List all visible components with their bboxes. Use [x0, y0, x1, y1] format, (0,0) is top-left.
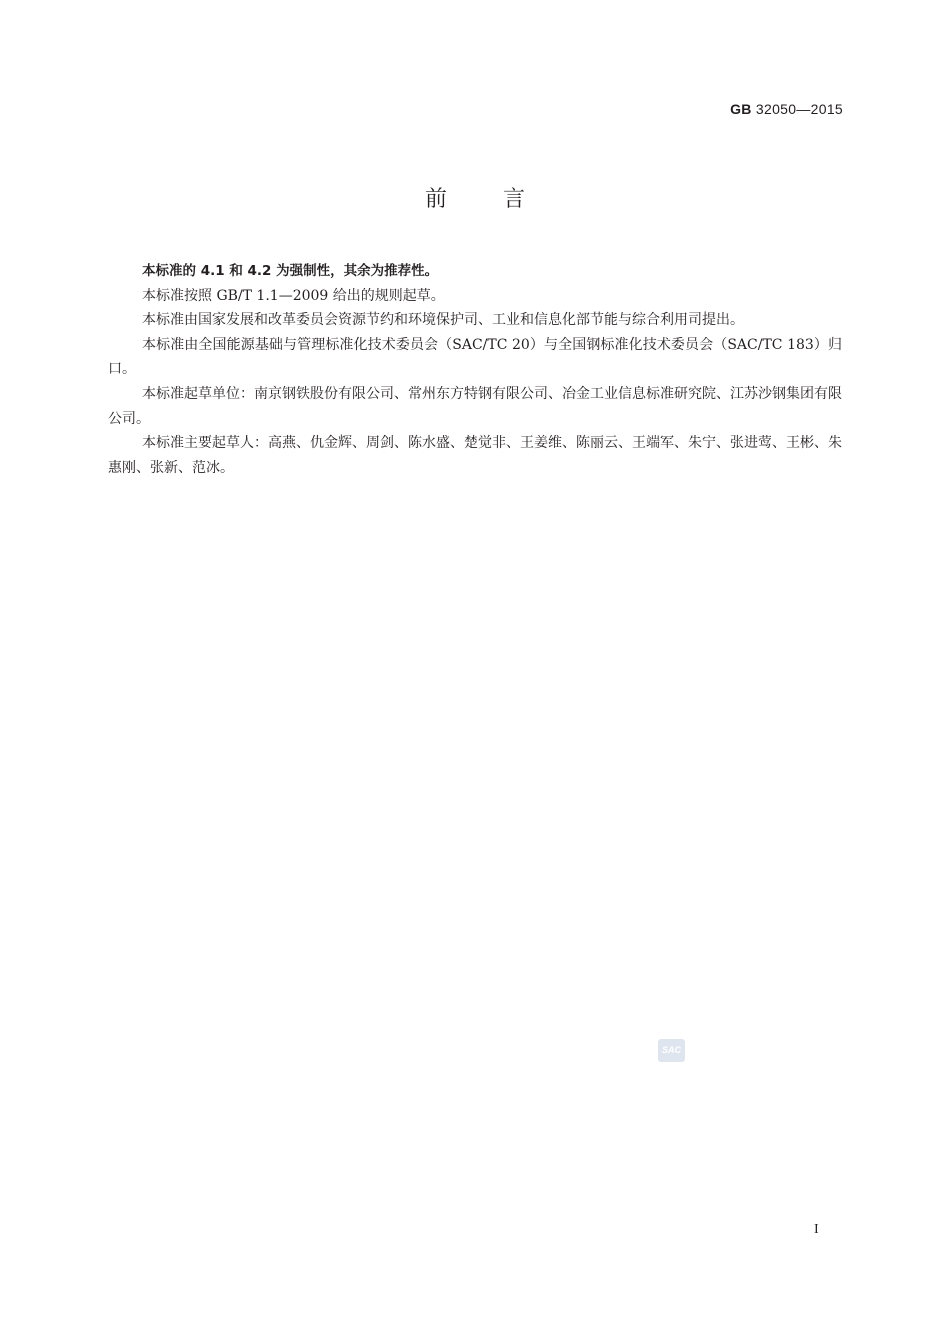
standard-code [730, 101, 843, 117]
foreword-paragraph-drafting-rules: 本标准按照 GB/T 1.1—2009 给出的规则起草。 [142, 287, 445, 304]
foreword-paragraph-drafters: 本标准主要起草人：高燕、仇金辉、周剑、陈水盛、楚觉非、王姜维、陈丽云、王端军、朱宁、张进莺、王彬、朱惠刚、张新、范冰。 [108, 435, 842, 476]
foreword-body [108, 259, 842, 480]
sac-watermark-logo: SAC [658, 1039, 685, 1062]
page-title-char-2: 言 [503, 187, 526, 212]
foreword-paragraph-mandatory: 本标准的 4.1 和 4.2 为强制性，其余为推荐性。 [142, 263, 439, 279]
standard-code-prefix: GB [730, 101, 752, 117]
page-title [0, 182, 950, 213]
foreword-paragraph-drafting-units: 本标准起草单位：南京钢铁股份有限公司、常州东方特钢有限公司、冶金工业信息标准研究院、江苏沙钢集团有限公司。 [108, 385, 842, 427]
foreword-paragraph-proposer: 本标准由国家发展和改革委员会资源节约和环境保护司、工业和信息化部节能与综合利用司提出。 [142, 312, 744, 329]
foreword-paragraph-technical-committee: 本标准由全国能源基础与管理标准化技术委员会（SAC/TC 20）与全国钢标准化技术委员会（SAC/TC 183）归口。 [108, 336, 842, 378]
page-number: I [814, 1222, 819, 1237]
standard-code-number: 32050—2015 [755, 101, 843, 117]
page-title-char-1: 前 [424, 187, 447, 212]
